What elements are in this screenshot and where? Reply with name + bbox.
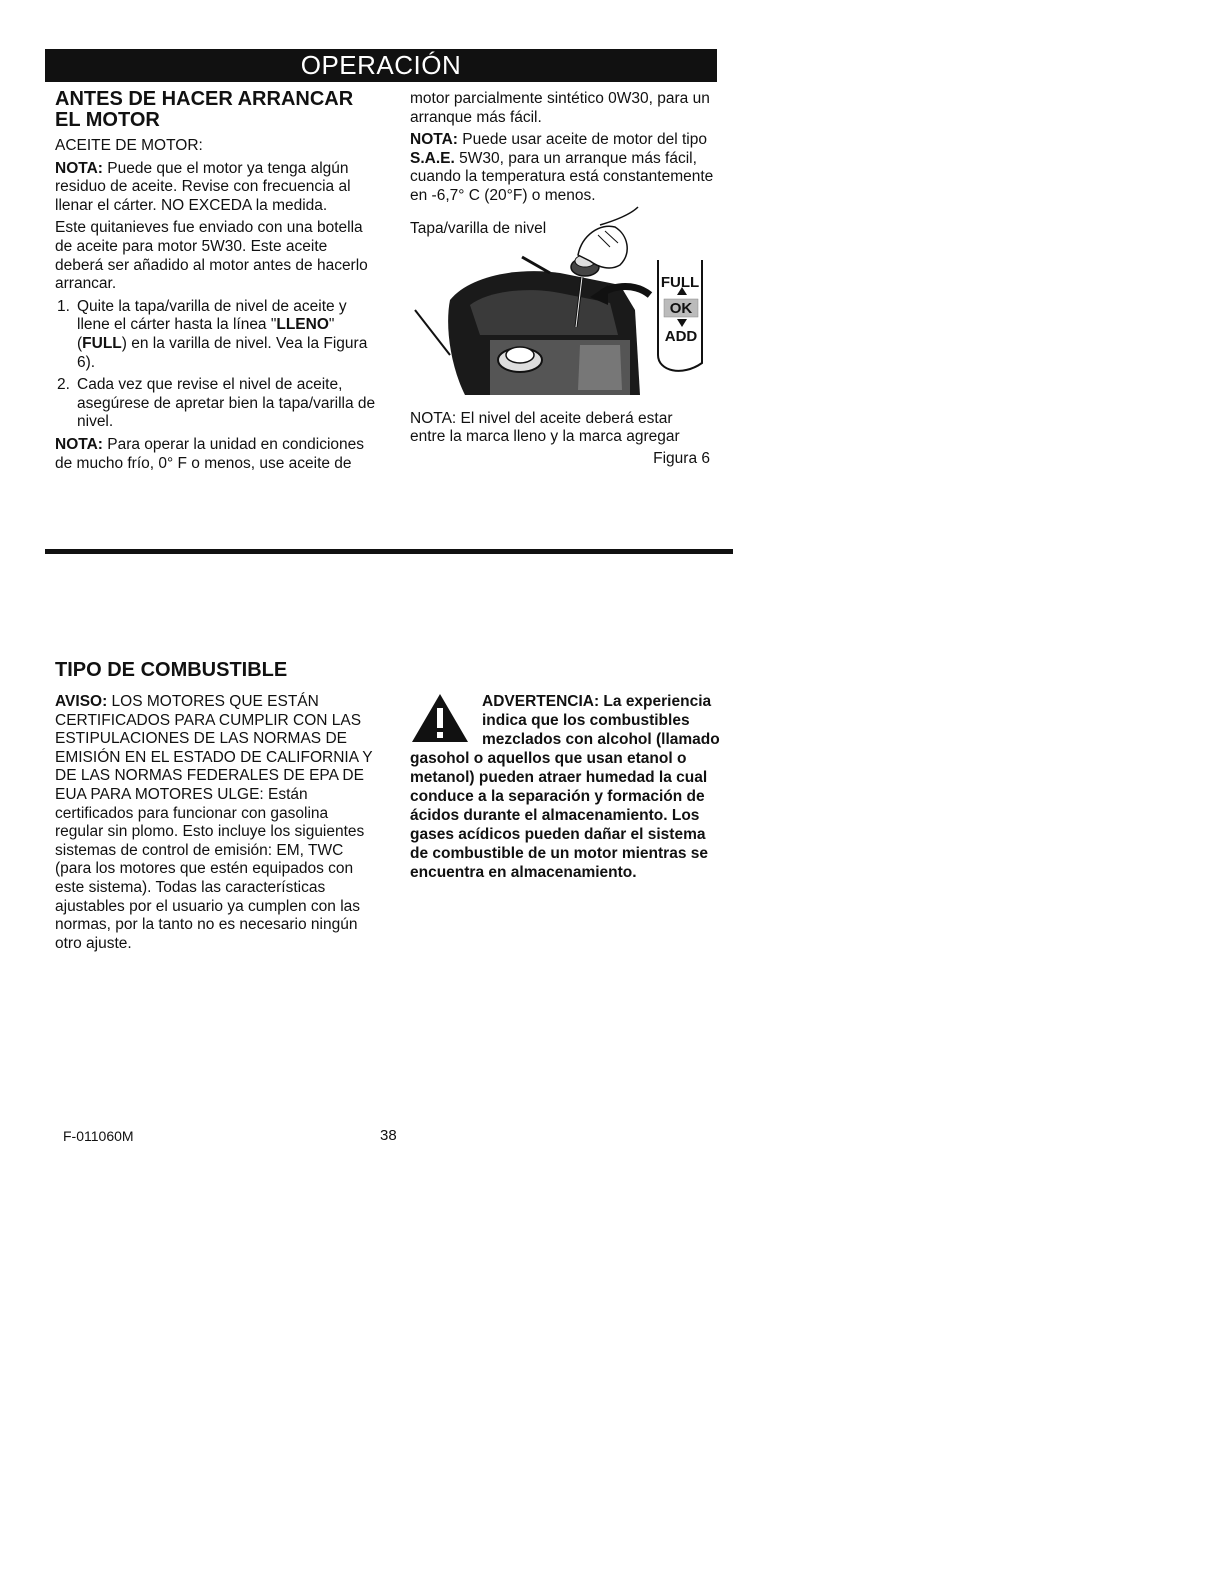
gauge-add-text: ADD [664, 328, 698, 345]
figure-note-oil-level: NOTA: El nivel del aceite deberá estar entre la marca lleno y la marca agregar [410, 410, 680, 445]
column-right-top [410, 90, 722, 210]
section-title-fuel-type: TIPO DE COMBUSTIBLE [55, 659, 288, 681]
section-header-bar: OPERACIÓN [45, 49, 717, 82]
paragraph-oil-bottle: Este quitanieves fue enviado con una botella de aceite para motor 5W30. Este aceite deberá ser añadido al motor antes de hacerlo arrancar. [55, 219, 368, 293]
gauge-ok-text: OK [669, 300, 693, 317]
figure-6 [410, 205, 710, 465]
column-left-top [55, 89, 377, 477]
document-code: F-011060M [63, 1128, 134, 1144]
figure-label-dipstick: Tapa/varilla de nivel [410, 220, 547, 237]
figure-caption: Figura 6 [653, 450, 710, 467]
column-right-bottom [410, 692, 720, 882]
column-left-bottom [55, 660, 373, 957]
step-1: 1. Quite la tapa/varilla de nivel de aceite y llene el cárter hasta la línea "LLENO" (FULL) en la varilla de nivel. Vea la Figura 6). [57, 297, 368, 371]
section-divider [45, 549, 733, 554]
gauge-full-text: FULL [660, 274, 700, 291]
steps-list [55, 298, 377, 432]
paragraph-synthetic-oil: motor parcialmente sintético 0W30, para un arranque más fácil. [410, 90, 710, 126]
section-title-before-start: ANTES DE HACER ARRANCAR EL MOTOR [55, 88, 354, 131]
note-residual-oil: NOTA: Puede que el motor ya tenga algún residuo de aceite. Revise con frecuencia al llenar el cárter. NO EXCEDA la medida. [55, 159, 351, 214]
engine-dipstick-illustration [410, 205, 710, 410]
note-sae-oil: NOTA: Puede usar aceite de motor del tipo S.A.E. 5W30, para un arranque más fácil, cuando la temperatura está constantemente en -6,7° C (20°F) o menos. [410, 131, 714, 204]
warning-triangle-icon [410, 692, 470, 744]
notice-emissions: AVISO: LOS MOTORES QUE ESTÁN CERTIFICADOS PARA CUMPLIR CON LAS ESTIPULACIONES DE LAS NORMAS DE EMISIÓN EN EL ESTADO DE CALIFORNIA Y DE LAS NORMAS FEDERALES DE EPA DE EUA PARA MOTORES ULGE: Están certificados para funcionar con gasolina regular sin plomo. Esto incluye los siguientes sistemas de control de emisión: EM, TWC (para los motores que estén equipados con este sistema). Todas las características ajustables por el usuario ya cumplen con las normas, por la tanto no es necesario ningún otro ajuste. [55, 693, 373, 952]
page-number: 38 [380, 1127, 397, 1144]
warning-alcohol-fuels: ADVERTENCIA: La experiencia indica que los combustibles mezclados con alcohol (llamado gasohol o aquellos que usan etanol o metanol) pueden atraer humedad la cual conduce a la separación y formación de ácidos durante el almacenamiento. Los gases acídicos pueden dañar el sistema de combustible de un motor mientras se encuentra en almacenamiento. [410, 693, 720, 881]
step-2: 2. Cada vez que revise el nivel de aceite, asegúrese de apretar bien la tapa/varilla de nivel. [57, 376, 376, 431]
note-cold-weather: NOTA: Para operar la unidad en condiciones de mucho frío, 0° F o menos, use aceite de [55, 435, 365, 472]
subtitle-motor-oil: ACEITE DE MOTOR: [55, 137, 203, 154]
